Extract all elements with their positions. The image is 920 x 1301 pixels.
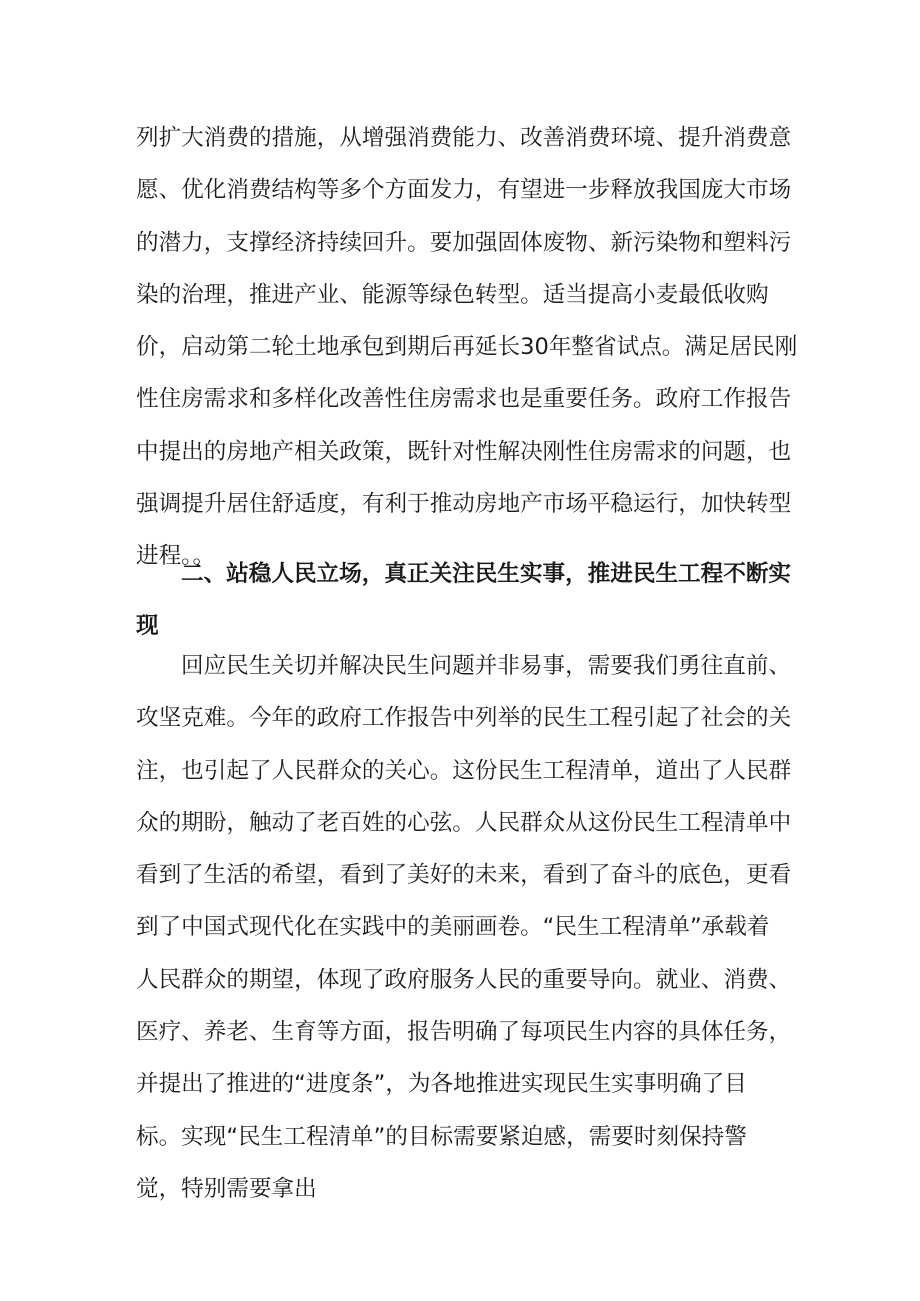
paragraph-line: 列扩大消费的措施，从增强消费能力、改善消费环境、提升消费意	[136, 125, 792, 151]
heading-line: 现	[136, 613, 159, 640]
heading-line: 二、站稳人民立场，真正关注民生实事，推进民生工程不断实	[181, 561, 792, 587]
paragraph-livelihood-projects	[136, 640, 792, 1215]
paragraph-line: 中提出的房地产相关政策，既针对性解决刚性住房需求的问题，也	[136, 438, 792, 465]
paragraph-line: 进程。。	[136, 543, 216, 570]
paragraph-line: 注，也引起了人民群众的关心。这份民生工程清单，道出了人民群	[136, 757, 792, 784]
paragraph-line: 强调提升居住舒适度，有利于推动房地产市场平稳运行，加快转型	[136, 491, 792, 518]
paragraph-line: 标。实现“民生工程清单”的目标需要紧迫感，需要时刻保持警	[136, 1123, 747, 1150]
paragraph-line: 人民群众的期望，体现了政府服务人民的重要导向。就业、消费、	[136, 966, 792, 993]
paragraph-line: 的潜力，支撑经济持续回升。要加强固体废物、新污染物和塑料污	[136, 229, 792, 256]
paragraph-line: 觉，特别需要拿出	[136, 1175, 317, 1202]
paragraph-line: 攻坚克难。今年的政府工作报告中列举的民生工程引起了社会的关	[136, 705, 792, 732]
paragraph-line: 愿、优化消费结构等多个方面发力，有望进一步释放我国庞大市场	[136, 177, 792, 204]
paragraph-line: 到了中国式现代化在实践中的美丽画卷。“民生工程清单”承载着	[136, 914, 770, 941]
paragraph-line: 价，启动第二轮土地承包到期后再延长30年整省试点。满足居民刚	[136, 334, 798, 361]
section-heading	[136, 548, 792, 653]
paragraph-line: 回应民生关切并解决民生问题并非易事，需要我们勇往直前、	[181, 653, 792, 679]
paragraph-consumption-policy	[136, 112, 798, 583]
paragraph-line: 医疗、养老、生育等方面，报告明确了每项民生内容的具体任务，	[136, 1019, 792, 1046]
paragraph-line: 性住房需求和多样化改善性住房需求也是重要任务。政府工作报告	[136, 386, 792, 413]
paragraph-line: 众的期盼，触动了老百姓的心弦。人民群众从这份民生工程清单中	[136, 809, 792, 836]
paragraph-line: 并提出了推进的“进度条”，为各地推进实现民生实事明确了目	[136, 1071, 747, 1098]
paragraph-line: 看到了生活的希望，看到了美好的未来，看到了奋斗的底色，更看	[136, 862, 792, 889]
paragraph-line: 染的治理，推进产业、能源等绿色转型。适当提高小麦最低收购	[136, 281, 769, 308]
